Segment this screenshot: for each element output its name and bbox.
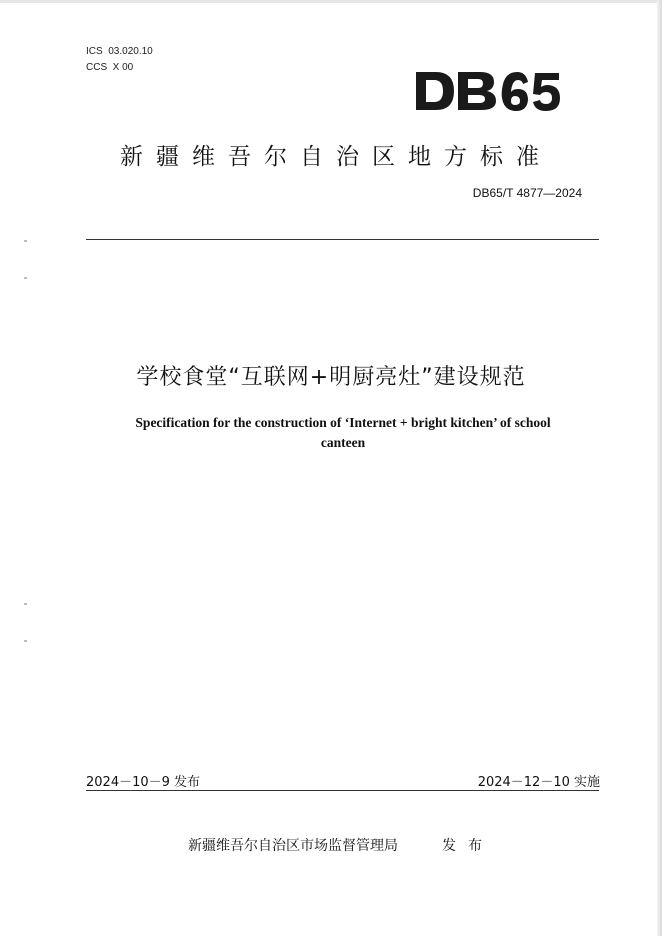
issuing-region-standard-title: 新疆维吾尔自治区地方标准 xyxy=(120,144,552,170)
title-en-line-1: Specification for the construction of ‘Internet + bright kitchen’ of school xyxy=(135,415,551,430)
implementation-date: 2024－12－10 实施 xyxy=(477,775,600,790)
document-title-chinese: 学校食堂“互联网+明厨亮灶”建设规范 xyxy=(136,365,526,390)
issue-action-label: 发布 xyxy=(442,838,494,854)
scan-speck xyxy=(24,277,27,279)
classification-codes xyxy=(86,44,153,76)
title-en-line-2: canteen xyxy=(320,435,366,450)
standard-number: DB65/T 4877—2024 xyxy=(472,186,582,200)
ics-code: ICS 03.020.10 xyxy=(86,46,153,57)
header-divider xyxy=(86,239,599,240)
issue-date: 2024－10－9 发布 xyxy=(86,775,201,790)
issuing-authority: 新疆维吾尔自治区市场监督管理局 xyxy=(188,838,398,854)
document-title-english xyxy=(96,413,590,453)
ccs-code: CCS X 00 xyxy=(86,62,134,73)
scan-speck xyxy=(24,603,27,605)
scan-speck xyxy=(24,240,27,242)
footer-divider xyxy=(86,790,599,791)
scan-speck xyxy=(24,640,27,642)
db65-logo xyxy=(414,68,562,114)
scan-edge-top xyxy=(0,0,662,3)
